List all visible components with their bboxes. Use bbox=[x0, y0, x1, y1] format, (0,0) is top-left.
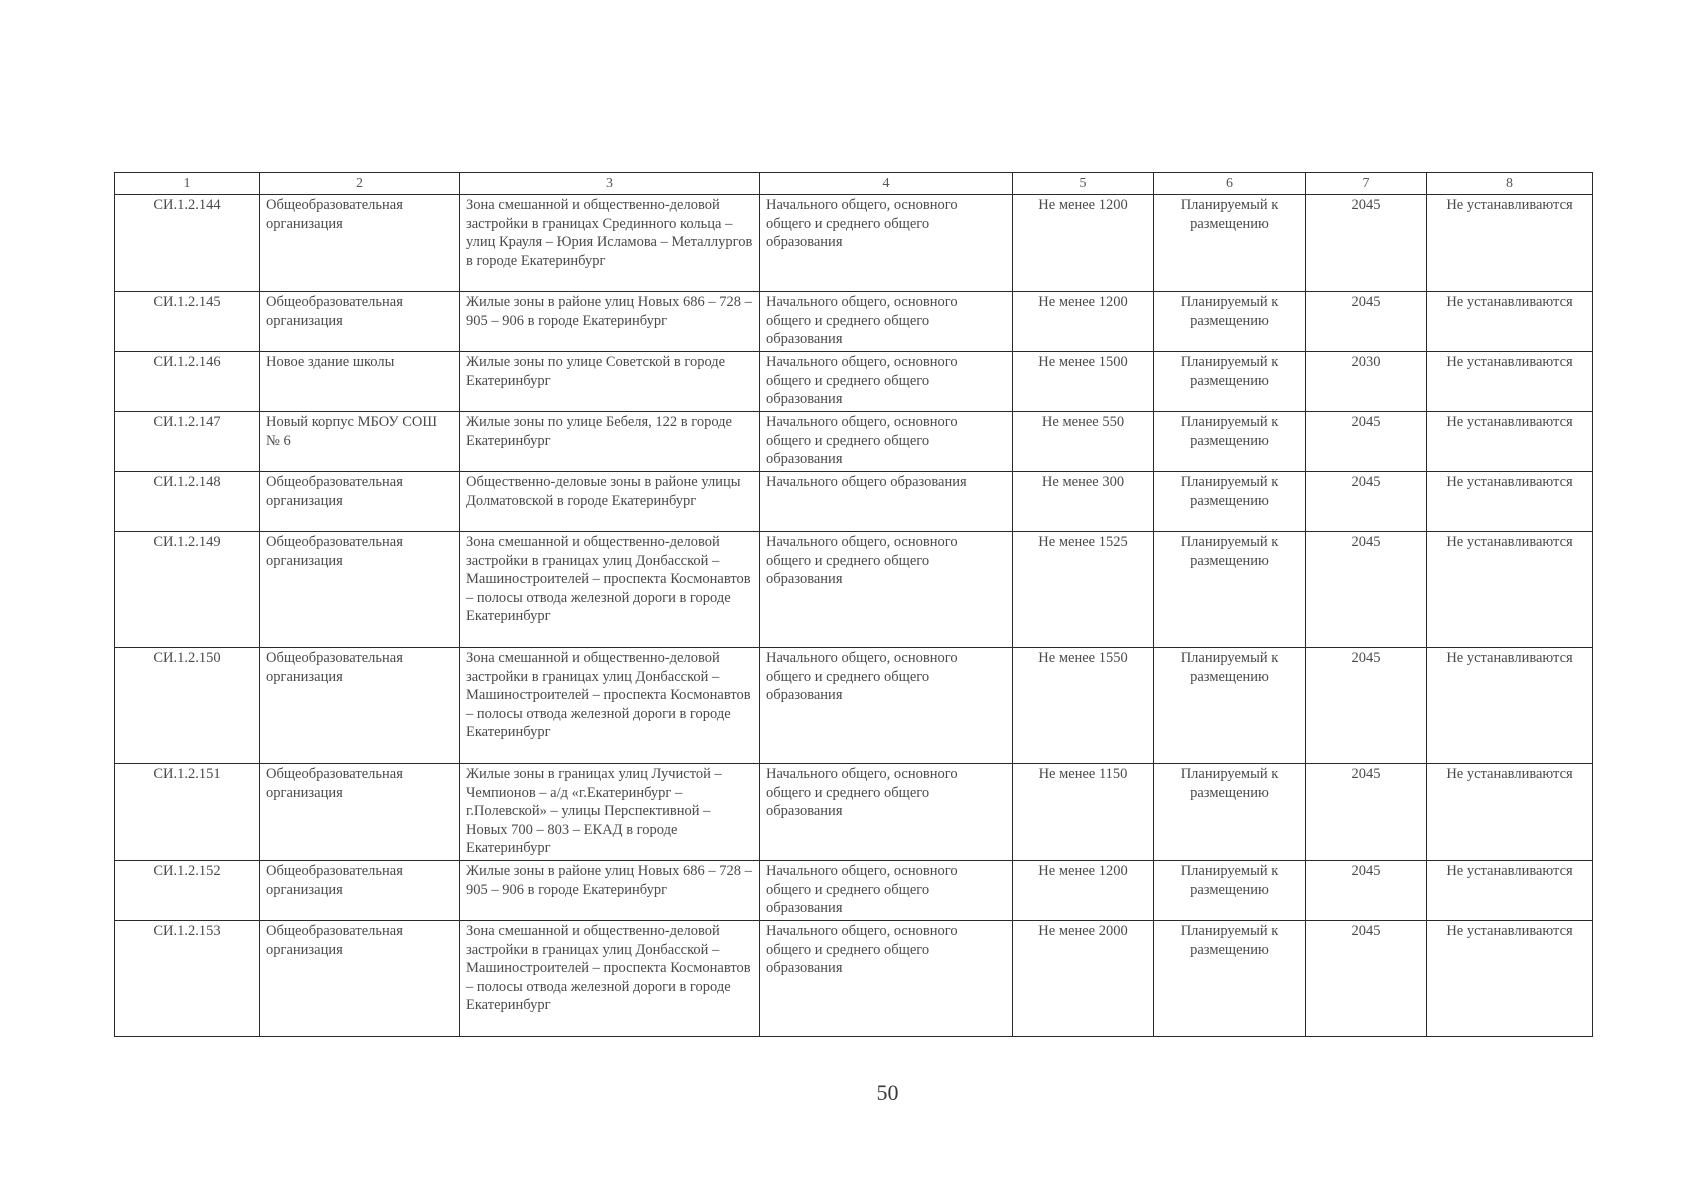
cell-year: 2045 bbox=[1306, 648, 1427, 764]
cell-location: Жилые зоны по улице Советской в городе Екатеринбург bbox=[460, 352, 760, 412]
column-number: 2 bbox=[260, 173, 460, 195]
cell-code: СИ.1.2.146 bbox=[115, 352, 260, 412]
cell-zones: Не устанавливаются bbox=[1427, 532, 1593, 648]
cell-zones: Не устанавливаются bbox=[1427, 292, 1593, 352]
facilities-table bbox=[114, 172, 1593, 1037]
cell-zones: Не устанавливаются bbox=[1427, 412, 1593, 472]
cell-year: 2045 bbox=[1306, 195, 1427, 292]
column-number: 4 bbox=[760, 173, 1013, 195]
table-row bbox=[115, 648, 1593, 764]
cell-location: Зона смешанной и общественно-деловой застройки в границах улиц Донбасской – Машиностроителей – проспекта Космонавтов – полосы отвода железной дороги в городе Екатеринбург bbox=[460, 648, 760, 764]
cell-education: Начального общего, основного общего и среднего общего образования bbox=[760, 195, 1013, 292]
table-body bbox=[115, 195, 1593, 1037]
cell-year: 2030 bbox=[1306, 352, 1427, 412]
cell-status: Планируемый к размещению bbox=[1154, 648, 1306, 764]
cell-code: СИ.1.2.148 bbox=[115, 472, 260, 532]
cell-education: Начального общего, основного общего и среднего общего образования bbox=[760, 532, 1013, 648]
cell-status: Планируемый к размещению bbox=[1154, 352, 1306, 412]
cell-education: Начального общего образования bbox=[760, 472, 1013, 532]
cell-zones: Не устанавливаются bbox=[1427, 648, 1593, 764]
table-row bbox=[115, 532, 1593, 648]
table-row bbox=[115, 195, 1593, 292]
cell-code: СИ.1.2.153 bbox=[115, 921, 260, 1037]
cell-capacity: Не менее 1550 bbox=[1013, 648, 1154, 764]
cell-zones: Не устанавливаются bbox=[1427, 472, 1593, 532]
cell-capacity: Не менее 1500 bbox=[1013, 352, 1154, 412]
cell-location: Зона смешанной и общественно-деловой застройки в границах Срединного кольца – улиц Крауля – Юрия Исламова – Металлургов в городе Екатеринбург bbox=[460, 195, 760, 292]
cell-location: Жилые зоны в районе улиц Новых 686 – 728 – 905 – 906 в городе Екатеринбург bbox=[460, 292, 760, 352]
cell-name: Общеобразовательная организация bbox=[260, 764, 460, 861]
cell-code: СИ.1.2.145 bbox=[115, 292, 260, 352]
cell-year: 2045 bbox=[1306, 861, 1427, 921]
table-row bbox=[115, 412, 1593, 472]
cell-status: Планируемый к размещению bbox=[1154, 412, 1306, 472]
cell-location: Жилые зоны в границах улиц Лучистой – Чемпионов – а/д «г.Екатеринбург – г.Полевской» – улицы Перспективной – Новых 700 – 803 – ЕКАД в городе Екатеринбург bbox=[460, 764, 760, 861]
table-row bbox=[115, 861, 1593, 921]
cell-code: СИ.1.2.149 bbox=[115, 532, 260, 648]
column-number: 6 bbox=[1154, 173, 1306, 195]
cell-status: Планируемый к размещению bbox=[1154, 861, 1306, 921]
cell-education: Начального общего, основного общего и среднего общего образования bbox=[760, 352, 1013, 412]
cell-status: Планируемый к размещению bbox=[1154, 532, 1306, 648]
column-number: 8 bbox=[1427, 173, 1593, 195]
cell-name: Общеобразовательная организация bbox=[260, 648, 460, 764]
cell-name: Общеобразовательная организация bbox=[260, 195, 460, 292]
cell-capacity: Не менее 1200 bbox=[1013, 861, 1154, 921]
cell-capacity: Не менее 300 bbox=[1013, 472, 1154, 532]
cell-name: Новый корпус МБОУ СОШ № 6 bbox=[260, 412, 460, 472]
table-row bbox=[115, 472, 1593, 532]
column-number: 7 bbox=[1306, 173, 1427, 195]
cell-name: Общеобразовательная организация bbox=[260, 292, 460, 352]
cell-code: СИ.1.2.147 bbox=[115, 412, 260, 472]
cell-name: Новое здание школы bbox=[260, 352, 460, 412]
cell-capacity: Не менее 1525 bbox=[1013, 532, 1154, 648]
table-row bbox=[115, 352, 1593, 412]
cell-education: Начального общего, основного общего и среднего общего образования bbox=[760, 292, 1013, 352]
column-number: 1 bbox=[115, 173, 260, 195]
cell-zones: Не устанавливаются bbox=[1427, 352, 1593, 412]
cell-name: Общеобразовательная организация bbox=[260, 921, 460, 1037]
cell-status: Планируемый к размещению bbox=[1154, 921, 1306, 1037]
cell-location: Зона смешанной и общественно-деловой застройки в границах улиц Донбасской – Машиностроителей – проспекта Космонавтов – полосы отвода железной дороги в городе Екатеринбург bbox=[460, 532, 760, 648]
cell-year: 2045 bbox=[1306, 472, 1427, 532]
cell-year: 2045 bbox=[1306, 532, 1427, 648]
cell-status: Планируемый к размещению bbox=[1154, 764, 1306, 861]
column-number-row bbox=[115, 173, 1593, 195]
column-number: 5 bbox=[1013, 173, 1154, 195]
cell-name: Общеобразовательная организация bbox=[260, 472, 460, 532]
cell-status: Планируемый к размещению bbox=[1154, 472, 1306, 532]
cell-capacity: Не менее 1200 bbox=[1013, 195, 1154, 292]
cell-code: СИ.1.2.151 bbox=[115, 764, 260, 861]
cell-education: Начального общего, основного общего и среднего общего образования bbox=[760, 861, 1013, 921]
cell-year: 2045 bbox=[1306, 292, 1427, 352]
cell-education: Начального общего, основного общего и среднего общего образования bbox=[760, 921, 1013, 1037]
cell-location: Зона смешанной и общественно-деловой застройки в границах улиц Донбасской – Машиностроителей – проспекта Космонавтов – полосы отвода железной дороги в городе Екатеринбург bbox=[460, 921, 760, 1037]
cell-location: Жилые зоны в районе улиц Новых 686 – 728 – 905 – 906 в городе Екатеринбург bbox=[460, 861, 760, 921]
column-number: 3 bbox=[460, 173, 760, 195]
table-row bbox=[115, 764, 1593, 861]
page-number: 50 bbox=[876, 1080, 899, 1105]
cell-capacity: Не менее 1150 bbox=[1013, 764, 1154, 861]
cell-code: СИ.1.2.144 bbox=[115, 195, 260, 292]
cell-code: СИ.1.2.152 bbox=[115, 861, 260, 921]
cell-location: Жилые зоны по улице Бебеля, 122 в городе Екатеринбург bbox=[460, 412, 760, 472]
cell-capacity: Не менее 1200 bbox=[1013, 292, 1154, 352]
cell-zones: Не устанавливаются bbox=[1427, 764, 1593, 861]
table-row bbox=[115, 921, 1593, 1037]
cell-education: Начального общего, основного общего и среднего общего образования bbox=[760, 764, 1013, 861]
cell-status: Планируемый к размещению bbox=[1154, 292, 1306, 352]
cell-location: Общественно-деловые зоны в районе улицы Долматовской в городе Екатеринбург bbox=[460, 472, 760, 532]
cell-code: СИ.1.2.150 bbox=[115, 648, 260, 764]
cell-year: 2045 bbox=[1306, 921, 1427, 1037]
cell-education: Начального общего, основного общего и среднего общего образования bbox=[760, 412, 1013, 472]
table-header bbox=[115, 173, 1593, 195]
cell-zones: Не устанавливаются bbox=[1427, 921, 1593, 1037]
cell-name: Общеобразовательная организация bbox=[260, 532, 460, 648]
cell-year: 2045 bbox=[1306, 412, 1427, 472]
table-row bbox=[115, 292, 1593, 352]
cell-zones: Не устанавливаются bbox=[1427, 861, 1593, 921]
cell-year: 2045 bbox=[1306, 764, 1427, 861]
cell-status: Планируемый к размещению bbox=[1154, 195, 1306, 292]
cell-education: Начального общего, основного общего и среднего общего образования bbox=[760, 648, 1013, 764]
cell-zones: Не устанавливаются bbox=[1427, 195, 1593, 292]
cell-name: Общеобразовательная организация bbox=[260, 861, 460, 921]
cell-capacity: Не менее 2000 bbox=[1013, 921, 1154, 1037]
cell-capacity: Не менее 550 bbox=[1013, 412, 1154, 472]
